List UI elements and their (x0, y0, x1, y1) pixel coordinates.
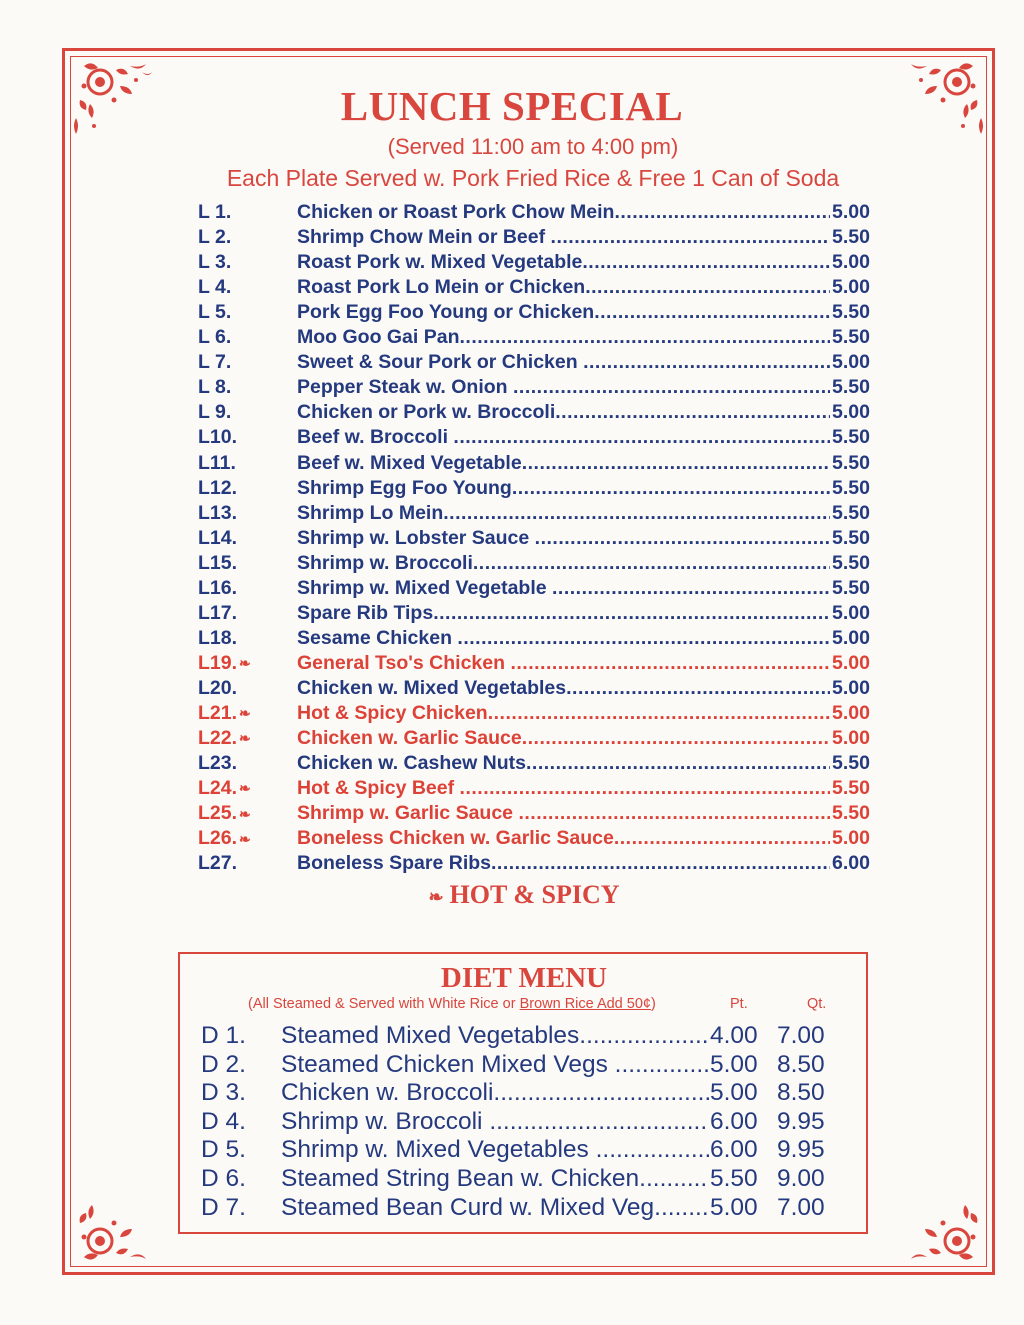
menu-item-row (0, 527, 1024, 552)
diet-item-name: Steamed String Bean w. Chicken ..... (281, 1165, 709, 1193)
diet-item-row (0, 1165, 1024, 1194)
item-price: 5.50 (832, 301, 870, 324)
item-number-text: L25. (198, 802, 238, 825)
menu-item-row (0, 426, 1024, 451)
diet-note-prefix: (All Steamed & Served with White Rice or (248, 996, 520, 1012)
item-number (198, 827, 251, 850)
diet-item-number: D 4. (201, 1107, 246, 1135)
pepper-leaf-icon: ❧ (239, 655, 251, 672)
pint-column-header: Pt. (730, 996, 748, 1012)
menu-item-row (0, 777, 1024, 802)
item-number (198, 752, 237, 775)
diet-item-number: D 6. (201, 1165, 246, 1192)
item-name: Roast Pork w. Mixed Vegetable ..... (297, 251, 830, 274)
menu-item-row (0, 652, 1024, 677)
item-number (198, 627, 237, 650)
item-number (198, 301, 231, 324)
item-name: Shrimp w. Lobster Sauce ..... (297, 527, 830, 550)
diet-item-name: Shrimp w. Broccoli ..... (281, 1108, 709, 1136)
item-number (198, 527, 237, 550)
menu-item-row (0, 351, 1024, 376)
item-name: Beef w. Mixed Vegetable ..... (297, 452, 830, 475)
item-number (198, 602, 237, 625)
menu-item-row (0, 401, 1024, 426)
item-number-text: L 2. (198, 226, 232, 249)
item-number (198, 376, 231, 399)
menu-item-row (0, 502, 1024, 527)
item-price: 5.00 (832, 201, 870, 223)
diet-item-name: Shrimp w. Mixed Vegetables ..... (281, 1136, 709, 1164)
diet-item-quart-price: 7.00 (777, 1022, 825, 1049)
item-number-text: L21. (198, 702, 238, 724)
item-price: 5.00 (832, 276, 870, 299)
item-name: Shrimp Egg Foo Young ..... (297, 477, 830, 500)
item-price: 5.50 (832, 226, 870, 249)
item-price: 5.50 (832, 526, 870, 549)
item-number-text: L17. (198, 601, 238, 624)
item-name: Moo Goo Gai Pan ..... (297, 326, 830, 349)
menu-item-row (0, 827, 1024, 852)
item-price: 5.00 (832, 727, 870, 750)
hot-spicy-legend (0, 880, 1024, 910)
menu-item-row (0, 376, 1024, 401)
item-number (198, 502, 237, 525)
menu-item-row (0, 326, 1024, 351)
item-number-text: L16. (198, 576, 238, 599)
item-price: 5.50 (832, 376, 870, 399)
item-number-text: L 7. (198, 351, 232, 374)
diet-item-pint-price: 5.50 (710, 1165, 758, 1192)
item-name: General Tso's Chicken ..... (297, 652, 830, 675)
pepper-leaf-icon: ❧ (239, 705, 251, 722)
item-name: Shrimp w. Garlic Sauce ..... (297, 802, 830, 825)
item-price: 5.00 (832, 827, 870, 850)
item-number (198, 477, 237, 500)
item-price: 5.50 (832, 576, 870, 599)
item-number-text: L 4. (198, 276, 232, 299)
pepper-leaf-icon: ❧ (239, 730, 251, 747)
diet-item-quart-price: 8.50 (777, 1050, 825, 1078)
diet-item-number: D 3. (201, 1079, 246, 1107)
item-number-text: L14. (198, 526, 238, 549)
diet-item-pint-price: 6.00 (710, 1136, 758, 1164)
diet-menu-title: DIET MENU (440, 962, 608, 994)
item-number (198, 652, 251, 675)
item-price: 5.00 (832, 676, 870, 699)
menu-item-row (0, 301, 1024, 326)
pepper-leaf-icon: ❧ (239, 805, 251, 822)
item-price: 5.00 (832, 251, 870, 274)
item-price: 5.50 (832, 777, 870, 800)
page-title: LUNCH SPECIAL (340, 83, 684, 129)
item-number (198, 552, 237, 575)
menu-item-row (0, 627, 1024, 652)
diet-item-row (0, 1136, 1024, 1165)
diet-item-row (0, 1051, 1024, 1080)
item-name: Boneless Chicken w. Garlic Sauce ..... (297, 827, 830, 850)
diet-item-number: D 2. (201, 1050, 246, 1078)
item-name: Chicken or Pork w. Broccoli ..... (297, 401, 830, 424)
item-name: Sweet & Sour Pork or Chicken ..... (297, 351, 830, 374)
item-number-text: L15. (198, 551, 238, 574)
item-number-text: L24. (198, 777, 238, 800)
diet-item-number: D 5. (201, 1136, 246, 1164)
diet-menu-note (248, 996, 656, 1012)
item-number (198, 852, 237, 875)
diet-item-row (0, 1079, 1024, 1108)
item-number-text: L22. (198, 727, 238, 750)
item-number-text: L 5. (198, 301, 232, 324)
item-number (198, 677, 237, 700)
item-number (198, 226, 231, 249)
pepper-leaf-icon: ❧ (239, 830, 251, 847)
item-price: 5.00 (832, 351, 870, 374)
item-name: Boneless Spare Ribs ..... (297, 852, 830, 875)
item-price: 5.50 (832, 551, 870, 574)
item-price: 5.00 (832, 651, 870, 674)
menu-item-row (0, 276, 1024, 301)
item-price: 5.50 (832, 802, 870, 825)
menu-item-row (0, 577, 1024, 602)
item-number-text: L13. (198, 501, 238, 524)
menu-item-row (0, 552, 1024, 577)
menu-item-row (0, 802, 1024, 827)
item-name: Chicken w. Mixed Vegetables ..... (297, 677, 830, 700)
menu-item-row (0, 201, 1024, 226)
item-number-text: L12. (198, 476, 238, 499)
pepper-leaf-icon: ❧ (428, 886, 444, 907)
item-number (198, 702, 251, 725)
item-name: Chicken or Roast Pork Chow Mein ..... (297, 201, 830, 224)
item-number (198, 251, 231, 274)
diet-item-name: Steamed Mixed Vegetables ..... (281, 1022, 709, 1050)
diet-item-row (0, 1022, 1024, 1051)
item-number-text: L 6. (198, 326, 232, 349)
brown-rice-note: Brown Rice Add 50¢ (519, 996, 651, 1012)
diet-item-pint-price: 5.00 (710, 1050, 758, 1078)
item-number (198, 577, 237, 600)
item-number-text: L11. (198, 451, 236, 474)
item-price: 5.50 (832, 501, 870, 524)
item-number-text: L 8. (198, 376, 232, 399)
item-number-text: L10. (198, 426, 238, 449)
diet-item-row (0, 1194, 1024, 1223)
menu-item-row (0, 477, 1024, 502)
menu-item-row (0, 251, 1024, 276)
item-price: 5.00 (832, 601, 870, 624)
item-price: 5.50 (832, 476, 870, 499)
item-number-text: L18. (198, 626, 238, 649)
item-name: Shrimp w. Broccoli ..... (297, 552, 830, 575)
diet-item-number: D 7. (201, 1193, 246, 1221)
item-name: Beef w. Broccoli ..... (297, 426, 830, 449)
pepper-leaf-icon: ❧ (239, 780, 251, 797)
item-name: Shrimp Lo Mein ..... (297, 502, 830, 525)
menu-item-row (0, 852, 1024, 877)
item-number (198, 426, 237, 449)
diet-item-quart-price: 9.00 (777, 1165, 825, 1192)
item-name: Roast Pork Lo Mein or Chicken ..... (297, 276, 830, 299)
menu-item-row (0, 727, 1024, 752)
item-number-text: L19. (198, 651, 238, 674)
diet-item-quart-price: 9.95 (777, 1136, 825, 1164)
item-price: 5.50 (832, 451, 870, 474)
diet-item-quart-price: 9.95 (777, 1107, 825, 1135)
item-price: 5.00 (832, 702, 870, 724)
item-name: Pork Egg Foo Young or Chicken ..... (297, 301, 830, 324)
menu-item-row (0, 452, 1024, 477)
item-name: Sesame Chicken ..... (297, 627, 830, 650)
item-number-text: L27. (198, 852, 238, 875)
item-number (198, 326, 231, 349)
diet-item-number: D 1. (201, 1022, 246, 1049)
diet-item-pint-price: 5.00 (710, 1193, 758, 1221)
item-number (198, 276, 231, 299)
item-price: 5.00 (832, 626, 870, 649)
item-number-text: L 9. (198, 401, 232, 424)
diet-item-pint-price: 4.00 (710, 1022, 758, 1049)
serving-hours: (Served 11:00 am to 4:00 pm) (387, 134, 679, 159)
diet-item-row (0, 1108, 1024, 1137)
item-number (198, 802, 251, 825)
diet-item-pint-price: 6.00 (710, 1107, 758, 1135)
item-price: 5.50 (832, 326, 870, 349)
item-number (198, 201, 231, 224)
menu-item-row (0, 702, 1024, 727)
item-number (198, 401, 231, 424)
item-number (198, 777, 251, 800)
item-name: Hot & Spicy Chicken ..... (297, 702, 830, 725)
hot-legend-label: HOT & SPICY (449, 880, 620, 909)
item-number (198, 452, 236, 475)
menu-item-row (0, 226, 1024, 251)
menu-item-row (0, 677, 1024, 702)
item-name: Spare Rib Tips ..... (297, 602, 830, 625)
diet-item-quart-price: 8.50 (777, 1079, 825, 1107)
diet-item-name: Chicken w. Broccoli ..... (281, 1079, 709, 1107)
diet-item-pint-price: 5.00 (710, 1079, 758, 1107)
diet-note-suffix: ) (650, 996, 656, 1012)
item-number-text: L26. (198, 827, 238, 850)
item-price: 6.00 (832, 852, 870, 875)
diet-item-name: Steamed Bean Curd w. Mixed Veg ..... (281, 1194, 709, 1222)
item-name: Shrimp w. Mixed Vegetable ..... (297, 577, 830, 600)
item-number-text: L20. (198, 676, 238, 699)
menu-item-row (0, 752, 1024, 777)
menu-item-row (0, 602, 1024, 627)
item-name: Chicken w. Cashew Nuts ..... (297, 752, 830, 775)
item-number (198, 351, 231, 374)
item-number-text: L23. (198, 752, 238, 775)
quart-column-header: Qt. (807, 996, 827, 1012)
item-name: Hot & Spicy Beef ..... (297, 777, 830, 800)
item-price: 5.50 (832, 426, 870, 449)
item-number-text: L 1. (198, 201, 232, 223)
item-price: 5.00 (832, 401, 870, 424)
plate-note: Each Plate Served w. Pork Fried Rice & Free 1 Can of Soda (226, 165, 840, 191)
item-number (198, 727, 251, 750)
item-number-text: L 3. (198, 251, 232, 274)
diet-item-quart-price: 7.00 (777, 1193, 825, 1221)
item-price: 5.50 (832, 752, 870, 775)
item-name: Pepper Steak w. Onion ..... (297, 376, 830, 399)
diet-item-name: Steamed Chicken Mixed Vegs ..... (281, 1051, 709, 1079)
item-name: Chicken w. Garlic Sauce ..... (297, 727, 830, 750)
item-name: Shrimp Chow Mein or Beef ..... (297, 226, 830, 249)
